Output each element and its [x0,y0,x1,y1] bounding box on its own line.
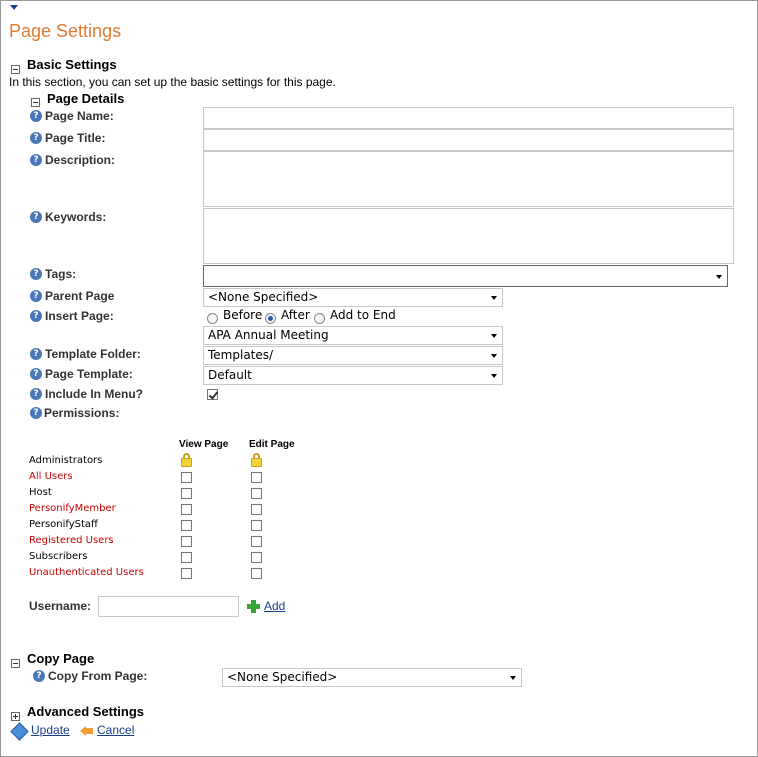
page-title-label: Page Title: [45,131,106,145]
chevron-down-icon [491,374,497,378]
username-input[interactable] [98,596,239,617]
include-in-menu-checkbox[interactable] [207,389,218,400]
help-icon[interactable]: ? [30,290,42,302]
lock-icon [181,453,192,467]
parent-page-value: <None Specified> [208,290,319,304]
insert-relative-page-value: APA Annual Meeting [208,328,329,342]
lock-icon [251,453,262,467]
edit-page-checkbox[interactable] [251,552,262,563]
help-icon[interactable]: ? [30,132,42,144]
view-page-checkbox[interactable] [181,472,192,483]
role-name: Host [29,487,52,498]
help-icon[interactable]: ? [30,310,42,322]
collapse-arrow-icon[interactable] [10,5,18,10]
template-folder-value: Templates/ [208,348,274,362]
page-name-label: Page Name: [45,109,114,123]
username-label: Username: [29,599,92,613]
role-name: Registered Users [29,535,114,546]
page-template-select[interactable] [203,366,503,385]
edit-page-checkbox[interactable] [251,472,262,483]
view-page-column-header: View Page [179,439,229,450]
view-page-checkbox[interactable] [181,488,192,499]
role-name: Administrators [29,455,103,466]
help-icon[interactable]: ? [33,670,45,682]
chevron-down-icon [716,275,722,279]
advanced-settings-heading[interactable]: Advanced Settings [27,704,145,719]
page-title: Page Settings [9,21,122,41]
insert-relative-page-select[interactable] [203,326,503,345]
role-name: PersonifyStaff [29,519,98,530]
permissions-label: Permissions: [44,406,120,420]
basic-settings-intro: In this section, you can set up the basic settings for this page. [9,75,336,89]
view-page-checkbox[interactable] [181,568,192,579]
update-icon[interactable] [11,723,27,739]
insert-after-radio[interactable] [265,313,276,324]
help-icon[interactable]: ? [30,154,42,166]
include-in-menu-label: Include In Menu? [45,387,143,401]
copy-from-page-select[interactable] [222,668,522,687]
basic-settings-heading[interactable]: Basic Settings [27,57,117,72]
page-title-input[interactable] [203,129,734,151]
edit-page-checkbox[interactable] [251,488,262,499]
page-details-heading[interactable]: Page Details [47,91,125,106]
update-link[interactable]: Update [31,723,70,737]
insert-end-radio[interactable] [314,313,325,324]
chevron-down-icon [491,354,497,358]
role-name: Subscribers [29,551,88,562]
edit-page-column-header: Edit Page [249,439,295,450]
edit-page-checkbox[interactable] [251,568,262,579]
edit-page-checkbox[interactable] [251,536,262,547]
description-textarea[interactable] [203,151,734,207]
help-icon[interactable]: ? [30,211,42,223]
template-folder-label: Template Folder: [45,347,141,361]
insert-before-radio[interactable] [207,313,218,324]
page-details-collapse-icon[interactable] [31,98,40,107]
role-name: All Users [29,471,73,482]
tags-label: Tags: [45,267,77,281]
edit-page-checkbox[interactable] [251,504,262,515]
help-icon[interactable]: ? [30,368,42,380]
insert-after-label[interactable]: After [281,308,310,322]
help-icon[interactable]: ? [30,348,42,360]
add-user-link[interactable]: Add [264,599,286,613]
copy-from-page-value: <None Specified> [227,670,338,684]
template-folder-select[interactable] [203,346,503,365]
cancel-arrow-icon[interactable] [80,725,94,737]
keywords-textarea[interactable] [203,208,734,264]
tags-dropdown[interactable] [203,265,728,287]
parent-page-select[interactable] [203,288,503,307]
insert-before-label[interactable]: Before [223,308,263,322]
help-icon[interactable]: ? [30,268,42,280]
page-template-value: Default [208,368,252,382]
role-name: Unauthenticated Users [29,567,144,578]
chevron-down-icon [491,334,497,338]
view-page-checkbox[interactable] [181,536,192,547]
copy-page-heading[interactable]: Copy Page [27,651,95,666]
copy-from-page-label: Copy From Page: [48,669,148,683]
chevron-down-icon [491,296,497,300]
advanced-settings-expand-icon[interactable] [11,712,20,721]
page-template-label: Page Template: [45,367,133,381]
parent-page-label: Parent Page [45,289,115,303]
help-icon[interactable]: ? [30,388,42,400]
view-page-checkbox[interactable] [181,520,192,531]
page-name-input[interactable] [203,107,734,129]
view-page-checkbox[interactable] [181,552,192,563]
keywords-label: Keywords: [45,210,107,224]
help-icon[interactable]: ? [30,110,42,122]
chevron-down-icon [510,676,516,680]
copy-page-collapse-icon[interactable] [11,659,20,668]
add-icon[interactable] [247,600,260,613]
help-icon[interactable]: ? [30,407,42,419]
insert-end-label[interactable]: Add to End [330,308,396,322]
edit-page-checkbox[interactable] [251,520,262,531]
view-page-checkbox[interactable] [181,504,192,515]
role-name: PersonifyMember [29,503,116,514]
cancel-link[interactable]: Cancel [97,723,135,737]
basic-settings-collapse-icon[interactable] [11,65,20,74]
insert-page-label: Insert Page: [45,309,114,323]
description-label: Description: [45,153,116,167]
